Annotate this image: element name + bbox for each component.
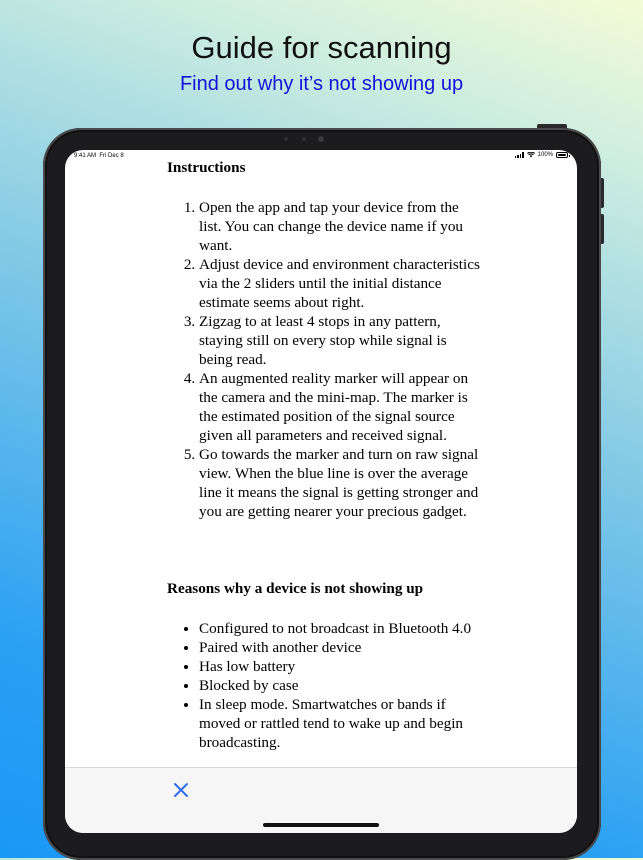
front-sensor [302,137,306,141]
instructions-heading: Instructions [167,159,246,176]
instruction-step: 3. Zigzag to at least 4 stops in any pattern, staying still on every stop while signal is being read. [199,312,483,369]
reason-item: • Configured to not broadcast in Bluetooth 4.0 [199,619,483,638]
reason-item: • Has low battery [199,657,483,676]
promo-subtitle: Find out why it’s not showing up [179,73,464,95]
front-sensor [284,137,288,141]
promo-title: Guide for scanning [191,30,452,65]
home-indicator[interactable] [263,823,379,827]
status-date: Fri Dec 8 [99,153,124,159]
reason-item: • In sleep mode. Smartwatches or bands if moved or rattled tend to wake up and begin broadcasting. [199,695,483,752]
instruction-step: 4. An augmented reality marker will appear on the camera and the mini-map. The marker is the estimated position of the signal source given all parameters and received signal. [199,369,483,445]
battery-icon [556,152,568,158]
status-bar [65,150,577,164]
instruction-step: 5. Go towards the marker and turn on raw signal view. When the blue line is over the average line it means the signal is getting stronger and you are getting nearer your precious gadget. [199,445,483,521]
close-icon [173,782,189,798]
wifi-icon [527,152,535,158]
reasons-heading: Reasons why a device is not showing up [167,580,424,597]
battery-percent: 100% [537,152,553,158]
status-indicators [515,152,568,158]
reason-item: • Blocked by case [199,676,483,695]
tablet-screen [65,150,577,833]
status-time [74,153,124,159]
reason-item: • Paired with another device [199,638,483,657]
instruction-step: 1. Open the app and tap your device from the list. You can change the device name if you want. [199,198,483,255]
close-button[interactable] [169,778,193,802]
front-camera [318,136,324,142]
reasons-list [167,619,483,752]
status-time-value: 9:41 AM [74,153,97,159]
cellular-signal-icon [515,152,524,158]
instructions-list [167,198,483,521]
instruction-step: 2. Adjust device and environment characteristics via the 2 sliders until the initial distance estimate seems about right. [199,255,483,312]
